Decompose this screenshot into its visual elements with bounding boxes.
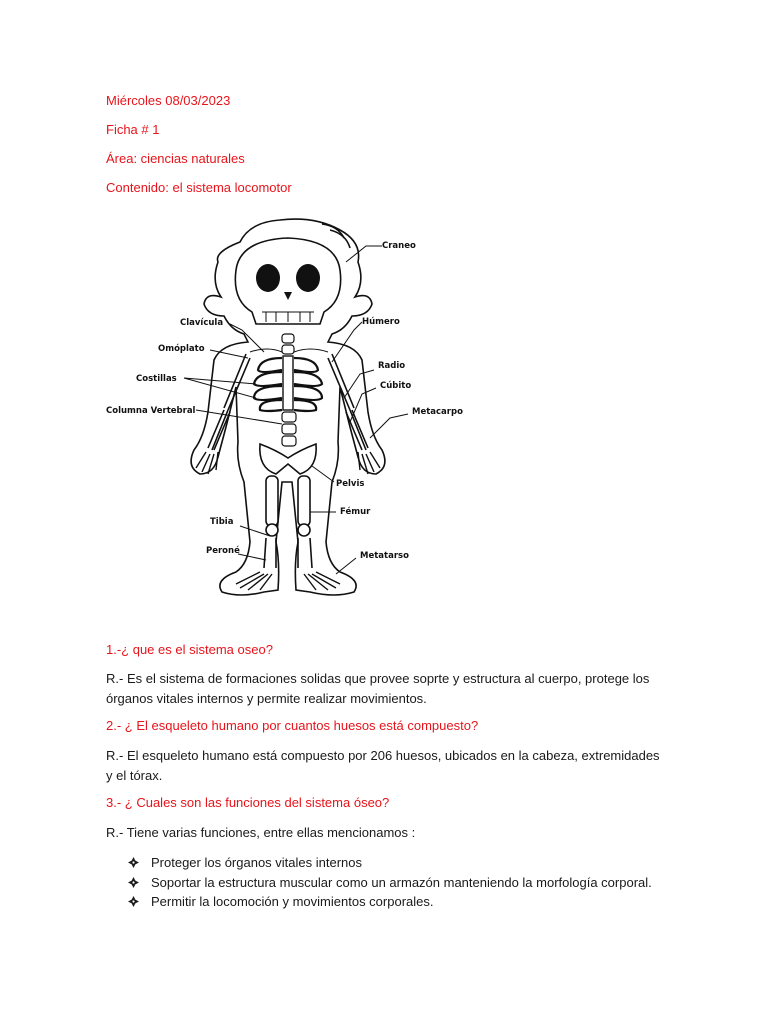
label-pelvis: Pelvis — [336, 479, 365, 489]
date-line: Miércoles 08/03/2023 — [106, 93, 231, 108]
diamond-bullet-icon — [128, 896, 139, 907]
label-perone: Peroné — [206, 546, 240, 556]
label-costillas: Costillas — [136, 374, 177, 384]
list-item-text: Permitir la locomoción y movimientos corporales. — [151, 894, 434, 909]
label-clavicula: Clavícula — [180, 318, 224, 328]
label-metacarpo: Metacarpo — [412, 407, 463, 417]
label-metatarso: Metatarso — [360, 551, 409, 561]
diamond-bullet-icon — [128, 857, 139, 868]
subject-area: Área: ciencias naturales — [106, 151, 245, 166]
label-tibia: Tibia — [210, 517, 234, 527]
label-cubito: Cúbito — [380, 381, 412, 391]
content-topic: Contenido: el sistema locomotor — [106, 180, 292, 195]
pelvis-bone — [260, 444, 316, 474]
label-femur: Fémur — [340, 507, 371, 517]
list-item-text: Soportar la estructura muscular como un armazón manteniendo la morfología corporal. — [151, 874, 652, 890]
sheet-number: Ficha # 1 — [106, 122, 160, 137]
answer-3: R.- Tiene varias funciones, entre ellas mencionamos : — [106, 825, 416, 840]
skeleton-figure — [100, 212, 480, 622]
list-item — [128, 853, 652, 873]
label-humero: Húmero — [362, 317, 400, 327]
list-item-text: Proteger los órganos vitales internos — [151, 855, 363, 870]
leg-bones — [264, 476, 312, 568]
label-radio: Radio — [378, 361, 406, 371]
answer-1: R.- Es el sistema de formaciones solidas que provee soprte y estructura al cuerpo, protege los órganos vitales internos y permite realizar movimientos. — [106, 671, 650, 706]
label-omoplato: Omóplato — [158, 344, 205, 354]
answer-2: R.- El esqueleto humano está compuesto por 206 huesos, ubicados en la cabeza, extremidades y el tórax. — [106, 748, 660, 783]
question-1: 1.-¿ que es el sistema oseo? — [106, 642, 273, 657]
functions-list — [128, 853, 652, 912]
skull — [235, 238, 340, 324]
label-craneo: Craneo — [382, 241, 416, 251]
ribcage — [254, 356, 322, 411]
list-item — [128, 892, 652, 912]
diamond-bullet-icon — [128, 877, 139, 888]
list-item — [128, 873, 652, 893]
question-3: 3.- ¿ Cuales son las funciones del sistema óseo? — [106, 795, 390, 810]
question-2: 2.- ¿ El esqueleto humano por cuantos huesos está compuesto? — [106, 718, 479, 733]
label-columna-vertebral: Columna Vertebral — [106, 406, 196, 416]
foot-bones — [236, 572, 340, 590]
